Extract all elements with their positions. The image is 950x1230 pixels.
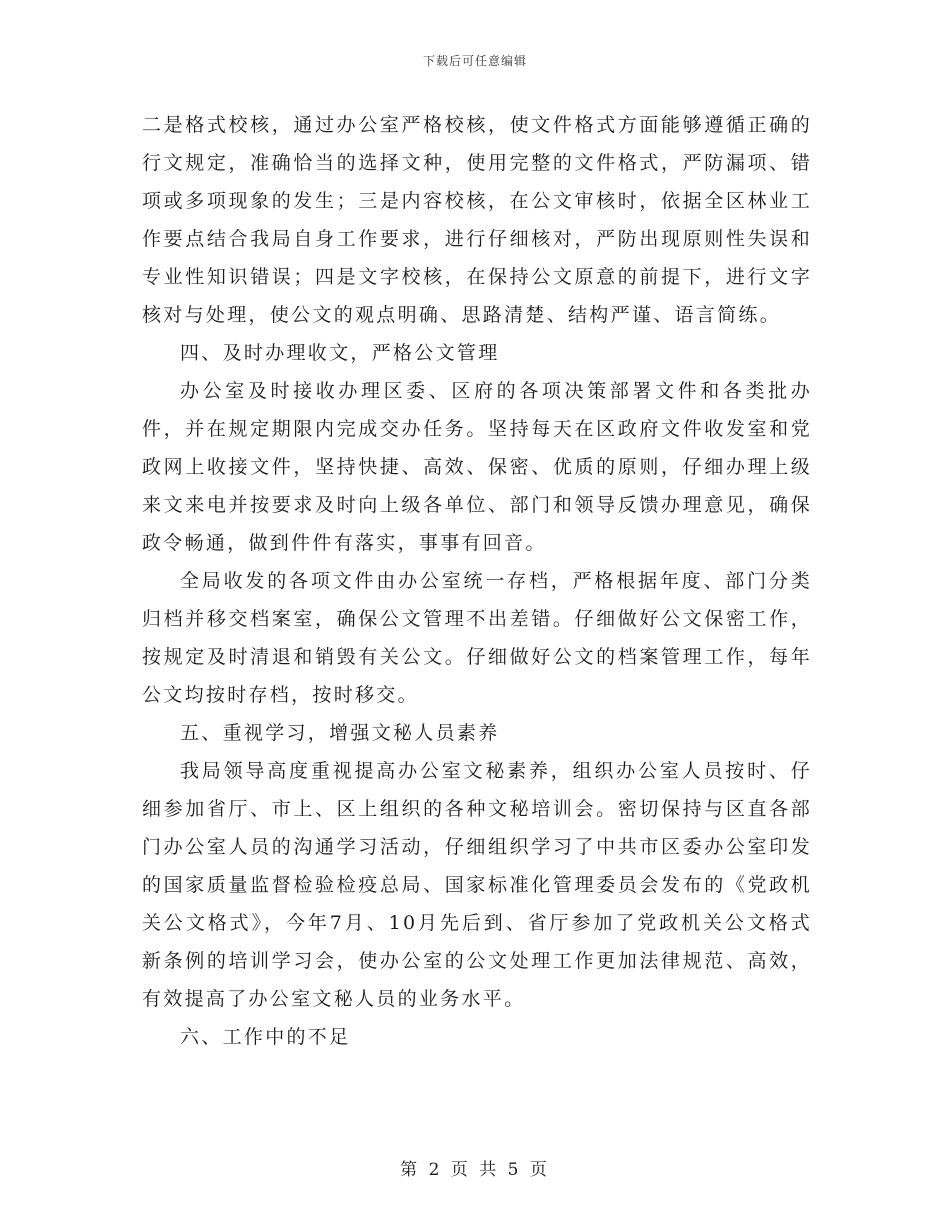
paragraph: 二是格式校核，通过办公室严格校核，使文件格式方面能够遵循正确的行文规定，准确恰当的选择文种，使用完整的文件格式，严防漏项、错项或多项现象的发生；三是内容校核，在公文审核时，依据全区林业工作要点结合我局自身工作要求，进行仔细核对，严防出现原则性失误和专业性知识错误；四是文字校核，在保持公文原意的前提下，进行文字核对与处理，使公文的观点明确、思路清楚、结构严谨、语言简练。 (142, 114, 812, 326)
section-heading: 五、重视学习，增强文秘人员素养 (180, 722, 500, 744)
section-heading: 四、及时办理收文，严格公文管理 (180, 342, 500, 364)
document-body (142, 106, 812, 1056)
paragraph: 全局收发的各项文件由办公室统一存档，严格根据年度、部门分类归档并移交档案室，确保公文管理不出差错。仔细做好公文保密工作，按规定及时清退和销毁有关公文。仔细做好公文的档案管理工作，每年公文均按时存档，按时移交。 (142, 570, 812, 706)
paragraph: 我局领导高度重视提高办公室文秘素养，组织办公室人员按时、仔细参加省厅、市上、区上组织的各种文秘培训会。密切保持与区直各部门办公室人员的沟通学习活动，仔细组织学习了中共市区委办公室印发的国家质量监督检验检疫总局、国家标准化管理委员会发布的《党政机关公文格式》，今年7月、10月先后到、省厅参加了党政机关公文格式新条例的培训学习会，使办公室的公文处理工作更加法律规范、高效，有效提高了办公室文秘人员的业务水平。 (142, 760, 812, 1010)
section-heading: 六、工作中的不足 (180, 1026, 351, 1048)
page-number: 第 2 页 共 5 页 (400, 1160, 550, 1180)
paragraph: 办公室及时接收办理区委、区府的各项决策部署文件和各类批办件，并在规定期限内完成交办任务。坚持每天在区政府文件收发室和党政网上收接文件，坚持快捷、高效、保密、优质的原则，仔细办理上级来文来电并按要求及时向上级各单位、部门和领导反馈办理意见，确保政令畅通，做到件件有落实，事事有回音。 (142, 380, 812, 554)
page-header-note: 下载后可任意编辑 (422, 54, 527, 68)
